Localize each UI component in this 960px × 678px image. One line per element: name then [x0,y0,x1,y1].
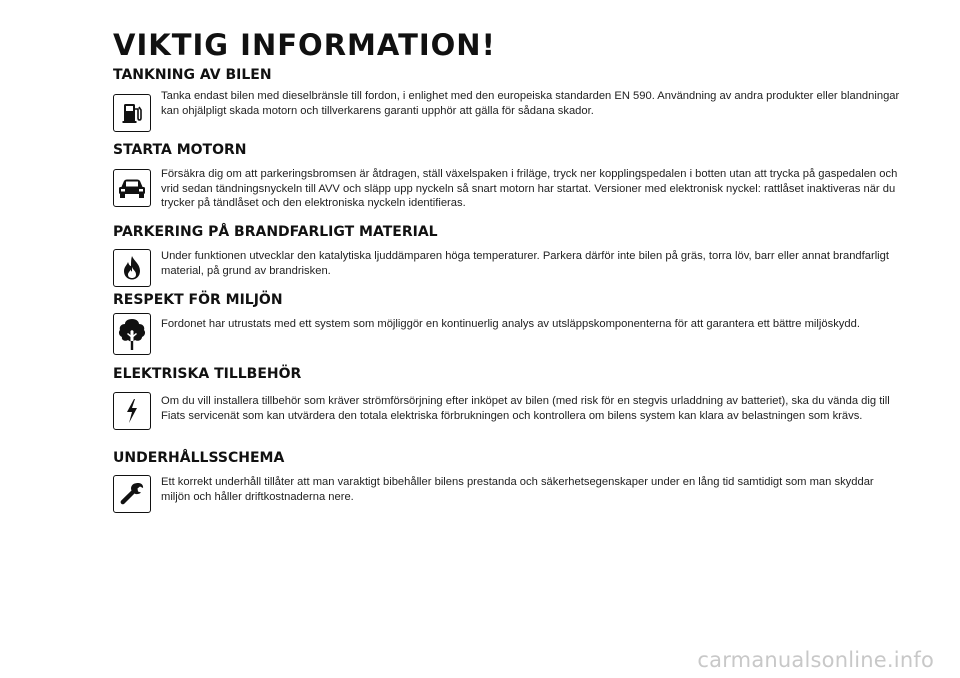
section-heading-maintenance: UNDERHÅLLSSCHEMA [113,450,285,466]
section-electrical-accessories [113,366,903,422]
fuel-pump-icon [113,94,151,132]
section-text-start-engine: Försäkra dig om att parkeringsbromsen är åtdragen, ställ växelspaken i friläge, tryck ner kopplingspedalen i botten utan att trycka på gaspedalen och vrid sedan tändningsnyckeln till AVV och släpp upp nyckeln så snart motorn har startat. Versioner med elektronisk nyckel: rattlåset inaktiveras när du trycker på tändlåset och den elektroniska nyckeln identifieras. [161,168,898,210]
section-heading-electrical-accessories: ELEKTRISKA TILLBEHÖR [113,366,302,382]
section-text-environment: Fordonet har utrustats med ett system som möjliggör en kontinuerlig analys av utsläppskomponenterna för att garantera ett bättre miljöskydd. [161,318,860,330]
section-heading-fuel: TANKNING AV BILEN [113,67,272,83]
section-heading-start-engine: STARTA MOTORN [113,142,247,158]
flame-icon [113,249,151,287]
section-heading-parking-flammable: PARKERING PÅ BRANDFARLIGT MATERIAL [113,224,438,240]
section-text-electrical-accessories: Om du vill installera tillbehör som kräver strömförsörjning efter inköpet av bilen (med risk för en stegvis urladdning av batteriet), ska du vända dig till Fiats servicenät som kan utvärdera den totala elektriska förbrukningen och kontrollera om bilens system kan klara av belastningen som krävs. [161,395,890,422]
lightning-icon [113,392,151,430]
tree-icon [113,313,151,355]
footer-watermark: carmanualsonline.info [697,648,934,672]
section-text-parking-flammable: Under funktionen utvecklar den katalytiska ljuddämparen höga temperaturer. Parkera därför inte bilen på gräs, torra löv, barr eller annat brandfarligt material, på grund av brandrisken. [161,250,889,277]
section-environment [113,292,903,330]
page-title: VIKTIG INFORMATION! [113,28,496,62]
section-text-fuel: Tanka endast bilen med dieselbränsle till fordon, i enlighet med den europeiska standarden EN 590. Användning av andra produkter eller blandningar kan ohjälpligt skada motorn och tillverkarens garanti upphör att gälla för sådana skador. [161,90,900,117]
car-icon [113,169,151,207]
section-maintenance [113,450,903,503]
section-heading-environment: RESPEKT FÖR MILJÖN [113,292,283,308]
section-start-engine [113,142,903,210]
section-text-maintenance: Ett korrekt underhåll tillåter att man varaktigt bibehåller bilens prestanda och säkerhetsegenskaper under en lång tid samtidigt som man skyddar miljön och håller driftkostnaderna nere. [161,476,874,503]
section-parking-flammable [113,224,903,277]
section-fuel [113,67,903,117]
wrench-icon [113,475,151,513]
